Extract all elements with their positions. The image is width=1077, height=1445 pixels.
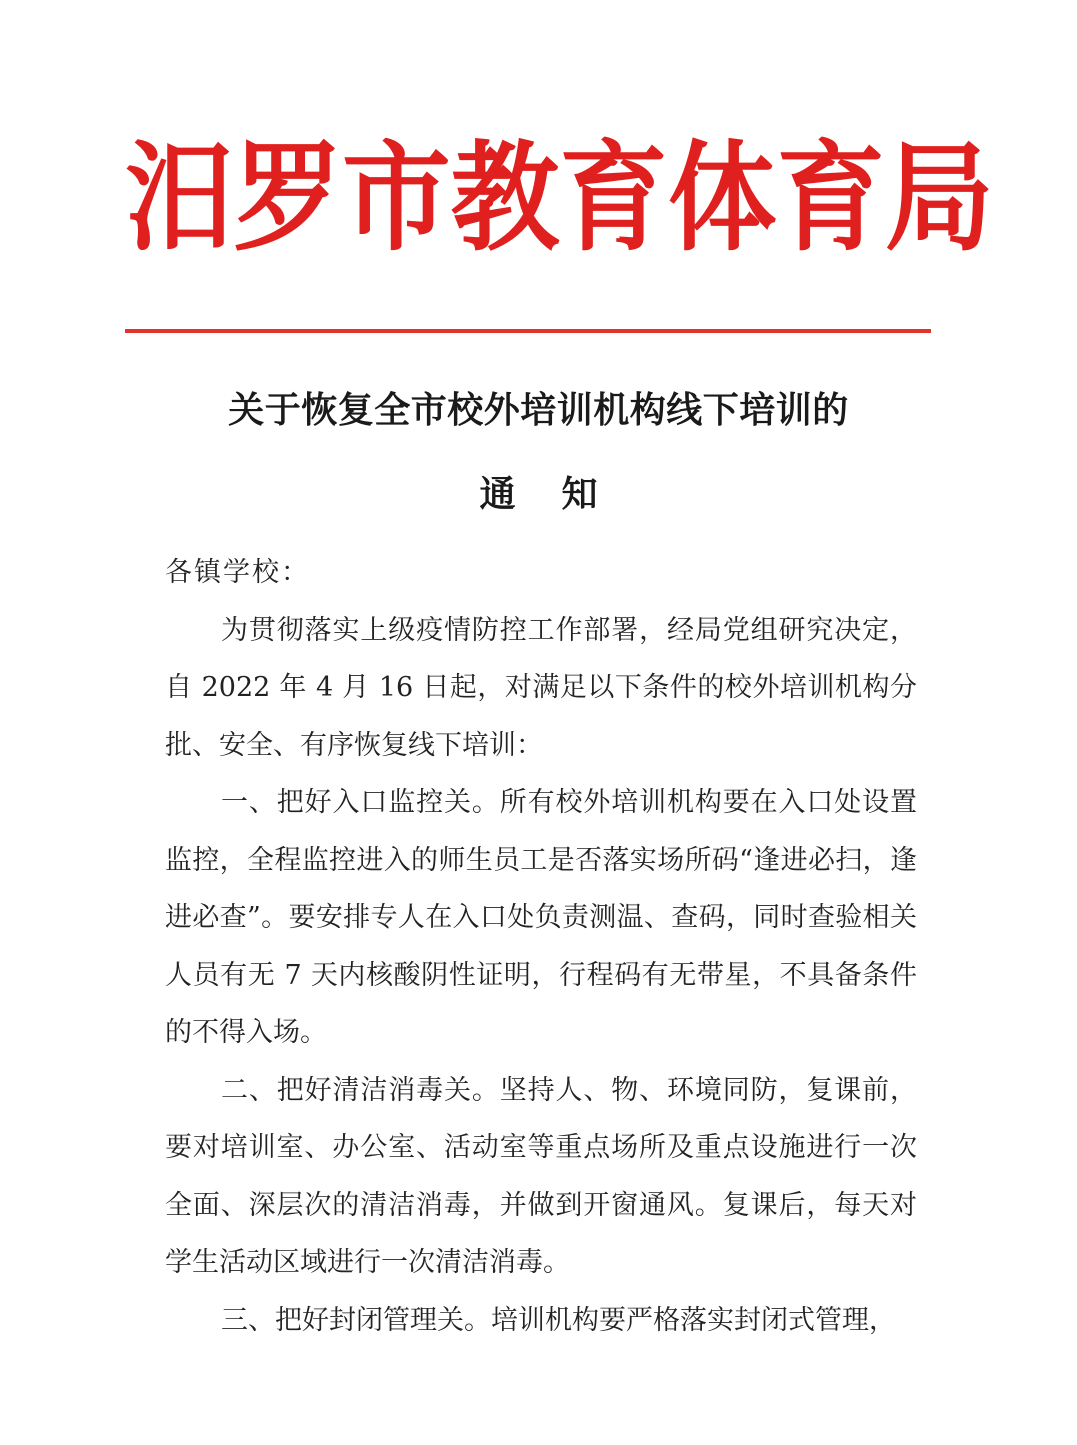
letterhead-agency-name	[125, 118, 994, 278]
paragraph-intro: 为贯彻落实上级疫情防控工作部署，经局党组研究决定，自 2022 年 4 月 16 日起，对满足以下条件的校外培训机构分批、安全、有序恢复线下培训：	[165, 614, 917, 761]
document-title-line-1: 关于恢复全市校外培训机构线下培训的	[228, 389, 849, 431]
paragraph-entrance-monitoring: 一、把好入口监控关。所有校外培训机构要在入口处设置监控，全程监控进入的师生员工是否落实场所码“逢进必扫，逢进必查”。要安排专人在入口处负责测温、查码，同时查验相关人员有无 7 天内核酸阴性证明，行程码有无带星，不具备条件的不得入场。	[165, 787, 917, 1048]
letterhead-char-1: 罗	[233, 128, 343, 267]
document-body	[165, 544, 917, 1349]
letterhead-char-2: 市	[342, 128, 451, 267]
letterhead-char-0: 汨	[125, 128, 234, 267]
letterhead-char-6: 育	[776, 128, 886, 267]
salutation: 各镇学校：	[165, 557, 310, 588]
paragraph-closed-management: 三、把好封闭管理关。培训机构要严格落实封闭式管理，	[221, 1304, 896, 1336]
letterhead-divider	[125, 329, 931, 333]
letterhead-char-3: 教	[450, 128, 560, 267]
paragraph-cleaning-disinfection: 二、把好清洁消毒关。坚持人、物、环境同防，复课前，要对培训室、办公室、活动室等重点场所及重点设施进行一次全面、深层次的清洁消毒，并做到开窗通风。复课后，每天对学生活动区域进行一次清洁消毒。	[165, 1074, 917, 1278]
letterhead-char-4: 育	[559, 128, 668, 267]
letterhead-char-7: 局	[885, 128, 994, 267]
letterhead-char-5: 体	[667, 128, 777, 267]
document-title-line-2: 通知	[479, 473, 644, 515]
